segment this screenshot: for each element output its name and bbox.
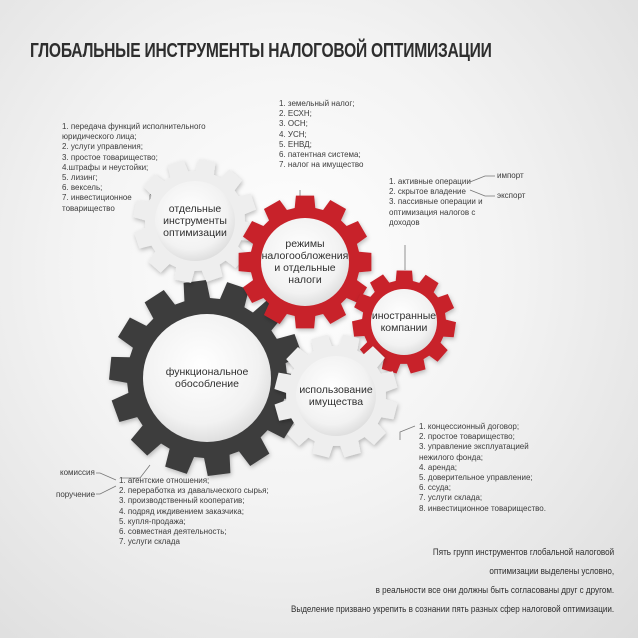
footnote-line: оптимизации выделены условно, — [489, 566, 614, 577]
list-item: 4. УСН; — [279, 129, 307, 139]
branch-import: импорт — [497, 171, 524, 180]
connector-property — [400, 426, 415, 440]
list-foreign-companies — [389, 177, 483, 228]
list-item: 6. ссуда; — [419, 483, 451, 493]
list-item: 1. передача функций исполнительного — [62, 122, 206, 131]
list-item: 3. управление эксплуатацией — [419, 442, 529, 452]
list-item: 5. лизинг; — [62, 173, 98, 183]
list-item: 2. переработка из давальческого сырья; — [119, 486, 269, 496]
list-item: 7. услуги склада — [119, 537, 180, 547]
list-item: 6. совместная деятельность; — [119, 527, 227, 537]
list-item: 2. скрытое владение — [389, 187, 466, 197]
gear-label-separate: отдельные инструменты оптимизации — [163, 203, 227, 239]
list-item: 5. купля-продажа; — [119, 516, 186, 526]
branch-export: экспорт — [497, 191, 526, 200]
list-item: 2. ЕСХН; — [279, 109, 312, 119]
list-item: 1. активные операции — [389, 177, 471, 186]
list-item: 7. инвестиционное — [62, 193, 132, 203]
list-item: 3. производственный кооператив; — [119, 496, 245, 506]
footnote-line: Пять групп инструментов глобальной налоговой — [432, 547, 614, 558]
list-item: 8. инвестиционное товарищество. — [419, 503, 546, 513]
list-item: 5. доверительное управление; — [419, 473, 533, 483]
gear-label-functional: функциональное обособление — [165, 366, 249, 390]
list-item: 2. услуги управления; — [62, 142, 143, 152]
branch-order: поручение — [56, 490, 96, 499]
list-item: 4. аренда; — [419, 462, 457, 472]
list-item: 3. простое товарищество; — [62, 152, 158, 162]
list-separate-instruments — [62, 122, 206, 214]
footnote-line: в реальности все они должны быть согласованы друг с другом. — [375, 585, 614, 596]
list-item: 1. земельный налог; — [279, 99, 355, 108]
list-item: 3. ОСН; — [279, 119, 308, 129]
list-item: 3. пассивные операции и — [389, 197, 483, 207]
list-item: 7. налог на имущество — [279, 160, 364, 170]
footnote — [234, 543, 614, 619]
branch-commission: комиссия — [60, 468, 95, 477]
gear-label-regimes: режимы налогообложения и отдельные налоги — [261, 238, 349, 286]
list-item: 6. вексель; — [62, 183, 103, 193]
list-item: 5. ЕНВД; — [279, 139, 312, 149]
list-item: 1. агентские отношения; — [119, 476, 210, 485]
page-title: ГЛОБАЛЬНЫЕ ИНСТРУМЕНТЫ НАЛОГОВОЙ ОПТИМИЗАЦИИ — [30, 40, 492, 62]
list-item: 1. концессионный договор; — [419, 422, 520, 431]
list-item: 4. подряд иждивением заказчика; — [119, 506, 244, 516]
gear-label-property: использование имущества — [299, 384, 373, 408]
gear-label-foreign: иностранные компании — [371, 310, 437, 334]
list-tax-regimes — [279, 99, 363, 170]
list-item: юридического лица; — [62, 132, 137, 142]
list-item: нежилого фонда; — [419, 452, 484, 462]
list-item: оптимизация налогов с — [389, 207, 476, 217]
list-item: товарищество — [62, 203, 115, 213]
list-item: 4.штрафы и неустойки; — [62, 162, 149, 172]
connector-order — [96, 486, 116, 494]
footnote-line: Выделение призвано укрепить в сознании пять разных сфер налоговой оптимизации. — [290, 604, 614, 615]
connector-commission — [96, 473, 116, 480]
list-item: 6. патентная система; — [279, 150, 361, 160]
list-functional-separation — [119, 476, 269, 547]
list-item: 2. простое товарищество; — [419, 432, 515, 442]
list-item: 7. услуги склада; — [419, 493, 483, 503]
list-property-use — [419, 422, 546, 514]
list-item: доходов — [389, 217, 420, 227]
